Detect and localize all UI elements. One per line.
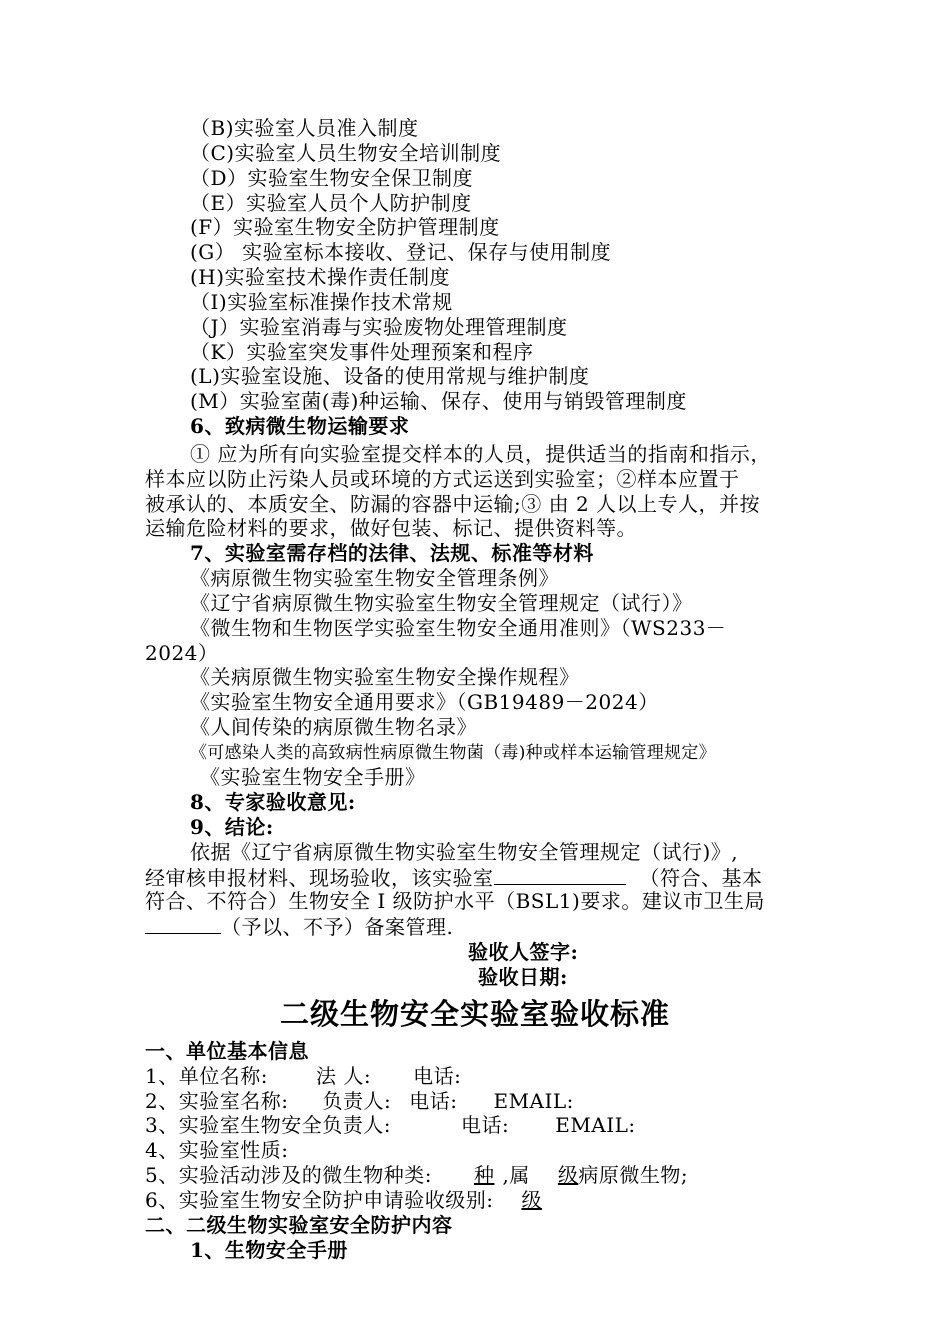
list-item: （J）实验室消毒与实验废物处理管理制度: [190, 315, 568, 339]
field-label: EMAIL:: [493, 1089, 574, 1113]
list-item: (G） 实验室标本接收、登记、保存与使用制度: [190, 240, 612, 264]
section-heading: 9、结论:: [190, 815, 274, 839]
paragraph-text: （予以、不予）备案管理.: [221, 915, 454, 939]
document-reference: 《实验室生物安全手册》: [200, 765, 426, 789]
list-item: (F）实验室生物安全防护管理制度: [190, 215, 500, 239]
list-item: （I)实验室标准操作技术常规: [190, 290, 453, 314]
field-label: ,属: [502, 1163, 530, 1187]
underlined-value: 级: [521, 1188, 542, 1212]
list-item: (L)实验室设施、设备的使用常规与维护制度: [190, 364, 590, 388]
section-heading: 6、致病微生物运输要求: [190, 414, 410, 438]
section-heading: 8、专家验收意见:: [190, 790, 356, 814]
underlined-value: 级: [557, 1163, 579, 1187]
field-label: 5、实验活动涉及的微生物种类:: [145, 1163, 432, 1187]
list-item: （D）实验室生物安全保卫制度: [190, 166, 474, 190]
field-label: 法 人:: [315, 1064, 372, 1088]
paragraph-line: 符合、不符合）生物安全 I 级防护水平（BSL1)要求。建议市卫生局: [145, 889, 765, 913]
info-row: 4、实验室性质:: [145, 1138, 289, 1162]
list-item: (M）实验室菌(毒)种运输、保存、使用与销毁管理制度: [190, 389, 687, 413]
field-label: 3、实验室生物安全负责人:: [145, 1113, 391, 1137]
field-label: 病原微生物;: [578, 1163, 689, 1187]
field-label: 6、实验室生物安全防护申请验收级别:: [145, 1188, 494, 1212]
field-label: 负责人:: [322, 1089, 392, 1113]
document-reference: 《病原微生物实验室生物安全管理条例》: [190, 566, 559, 590]
section-heading: 7、实验室需存档的法律、法规、标准等材料: [190, 541, 594, 565]
fill-blank: [494, 864, 626, 885]
field-label: 电话:: [409, 1089, 458, 1113]
paragraph-line: 运输危险材料的要求，做好包装、标记、提供资料等。: [145, 516, 637, 540]
document-reference: 《关病原微生物实验室生物安全操作规程》: [190, 665, 580, 689]
paragraph-line: 样本应以防止污染人员或环境的方式运送到实验室；②样本应置于: [145, 467, 740, 491]
field-label: EMAIL:: [555, 1113, 636, 1137]
info-row: [145, 1162, 688, 1188]
underlined-value: 种: [473, 1163, 495, 1187]
document-reference: 《可感染人类的高致病性病原微生物菌（毒)种或样本运输管理规定》: [190, 743, 716, 763]
info-row: [145, 1112, 636, 1138]
section-heading: 二、二级生物实验室安全防护内容: [145, 1213, 453, 1237]
paragraph-line: 被承认的、本质安全、防漏的容器中运输;③ 由 2 人以上专人，并按: [145, 492, 761, 516]
section-heading: 一、单位基本信息: [145, 1039, 309, 1063]
subsection-heading: 1、生物安全手册: [190, 1238, 348, 1262]
document-reference: 《辽宁省病原微生物实验室生物安全管理规定（试行）》: [190, 591, 693, 615]
field-label: 电话:: [413, 1064, 462, 1088]
info-row: [145, 1187, 542, 1213]
page-title: 二级生物安全实验室验收标准: [279, 997, 670, 1031]
paragraph-line: [145, 913, 453, 940]
signer-label: 验收人签字:: [468, 940, 579, 964]
info-row: [145, 1088, 574, 1114]
list-item: （E）实验室人员个人防护制度: [190, 191, 472, 215]
paragraph-text: （符合、基本: [639, 866, 763, 890]
paragraph-line: ① 应为所有向实验室提交样本的人员，提供适当的指南和指示，: [190, 442, 771, 466]
list-item: （K）实验室突发事件处理预案和程序: [190, 340, 534, 364]
info-row: [145, 1063, 461, 1089]
field-label: 2、实验室名称:: [145, 1089, 289, 1113]
date-label: 验收日期:: [478, 965, 568, 989]
list-item: (H)实验室技术操作责任制度: [190, 265, 451, 289]
document-reference: 2024）: [145, 641, 219, 665]
fill-blank: [145, 913, 221, 934]
list-item: （B)实验室人员准入制度: [190, 116, 419, 140]
list-item: （C)实验室人员生物安全培训制度: [190, 141, 502, 165]
document-reference: 《人间传染的病原微生物名录》: [190, 715, 477, 739]
document-reference: 《实验室生物安全通用要求》（GB19489－2024）: [190, 690, 659, 714]
paragraph-line: 依据《辽宁省病原微生物实验室生物安全管理规定（试行)》,: [190, 840, 739, 864]
field-label: 1、单位名称:: [145, 1064, 268, 1088]
paragraph-text: 经审核申报材料、现场验收，该实验室: [145, 866, 494, 890]
document-reference: 《微生物和生物医学实验室生物安全通用准则》（WS233－: [190, 616, 727, 640]
field-label: 电话:: [460, 1113, 510, 1137]
paragraph-line: [145, 864, 763, 891]
